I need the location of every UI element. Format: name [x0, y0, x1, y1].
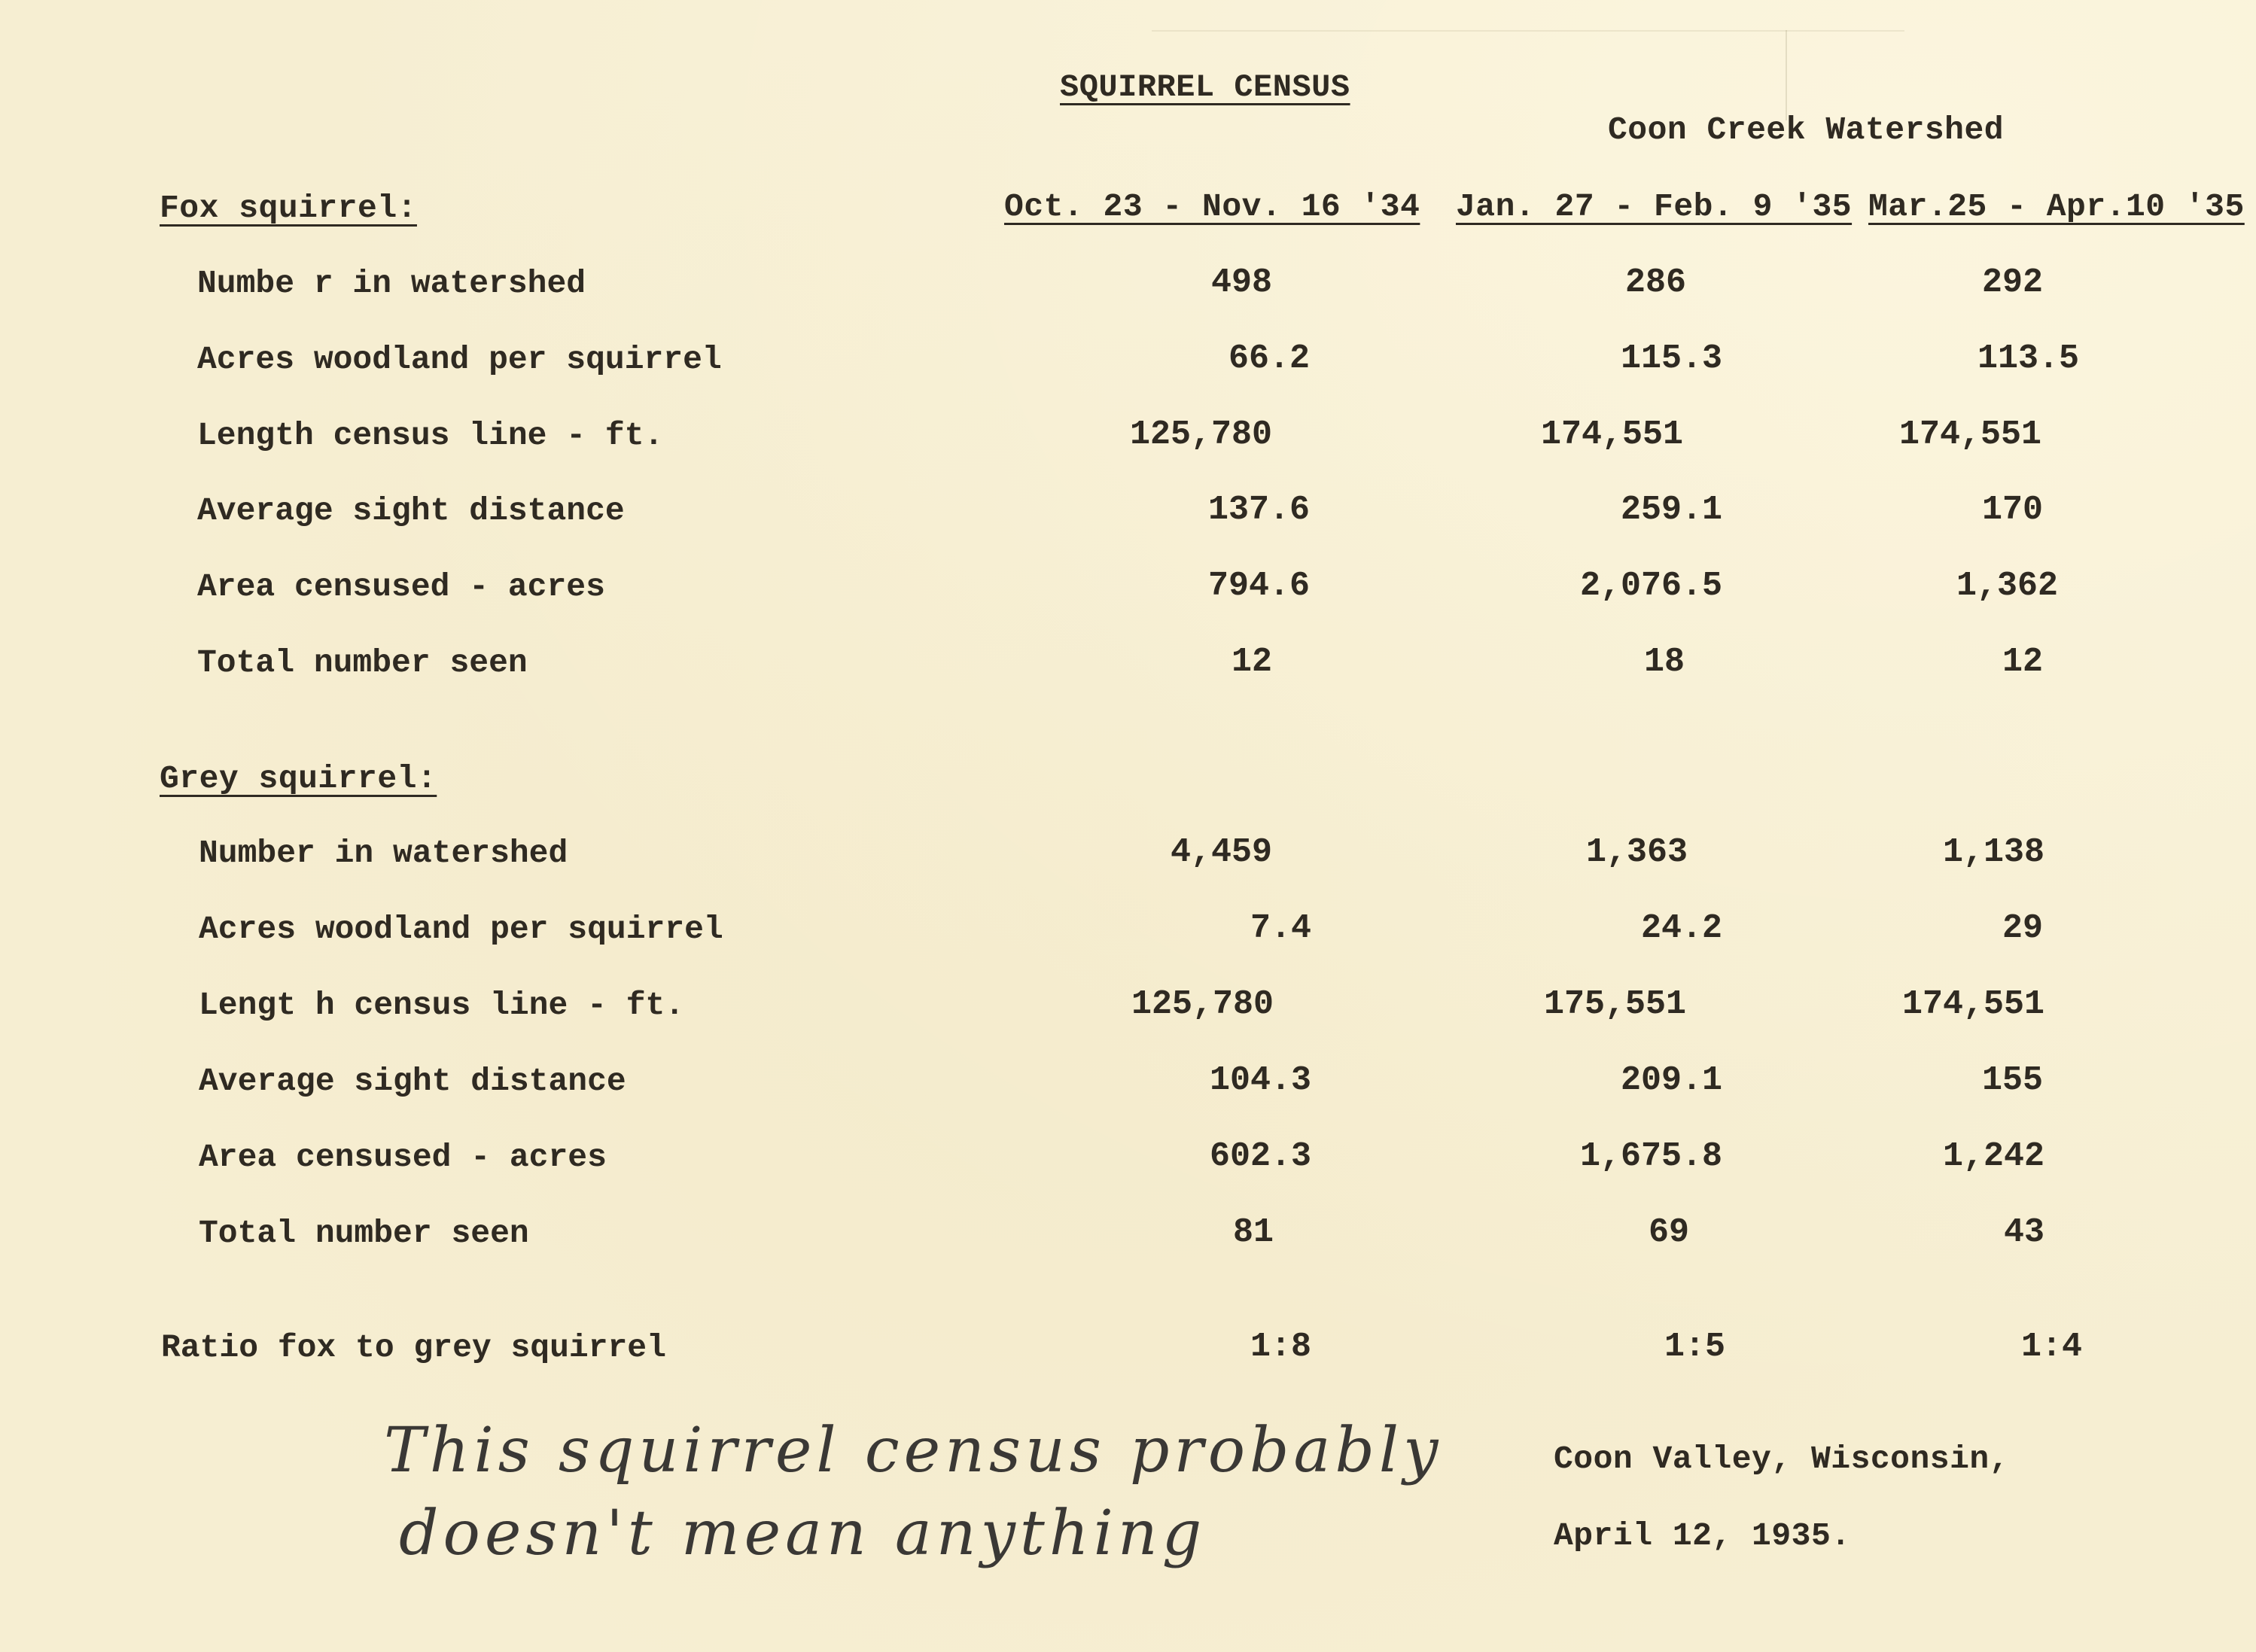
row-label: Average sight distance [199, 1063, 626, 1100]
row-label: Area censused - acres [199, 1139, 607, 1176]
cell-value: 155 [1981, 1061, 2043, 1100]
cell-value: 170 [1981, 491, 2043, 529]
cell-value: 137.6 [1207, 491, 1310, 529]
paper-crease [1152, 30, 1904, 32]
cell-value: 259.1 [1620, 491, 1722, 529]
cell-value: 104.3 [1209, 1061, 1311, 1100]
cell-value: 43 [2003, 1213, 2044, 1252]
column-header-period-2: Jan. 27 - Feb. 9 '35 [1456, 188, 1853, 225]
row-label: Acres woodland per squirrel [197, 341, 722, 378]
cell-value: 113.5 [1977, 339, 2079, 378]
handwritten-note-line-2: doesn't mean anything [399, 1498, 1207, 1569]
cell-value: 1,362 [1956, 567, 2058, 605]
cell-value: 498 [1210, 263, 1272, 302]
cell-value: 12 [1231, 643, 1272, 681]
cell-value: 1:8 [1250, 1328, 1311, 1366]
cell-value: 12 [2002, 643, 2043, 681]
cell-value: 1:4 [2020, 1328, 2082, 1366]
cell-value: 69 [1648, 1213, 1689, 1252]
cell-value: 7.4 [1250, 909, 1311, 948]
cell-value: 81 [1232, 1213, 1274, 1252]
cell-value: 794.6 [1207, 567, 1310, 605]
cell-value: 1,242 [1942, 1137, 2044, 1176]
cell-value: 286 [1624, 263, 1686, 302]
row-label: Numbe r in watershed [197, 265, 586, 302]
cell-value: 174,551 [1540, 415, 1683, 454]
date-line: April 12, 1935. [1554, 1517, 1851, 1554]
cell-value: 24.2 [1640, 909, 1722, 948]
row-label: Ratio fox to grey squirrel [161, 1329, 666, 1366]
cell-value: 174,551 [1901, 985, 2044, 1024]
cell-value: 29 [2002, 909, 2043, 948]
cell-value: 4,459 [1170, 833, 1272, 872]
cell-value: 1,363 [1585, 833, 1688, 872]
cell-value: 125,780 [1129, 415, 1272, 454]
document-subtitle: Coon Creek Watershed [1608, 111, 2005, 148]
column-header-period-3: Mar.25 - Apr.10 '35 [1868, 188, 2245, 225]
cell-value: 175,551 [1543, 985, 1686, 1024]
cell-value: 209.1 [1620, 1061, 1722, 1100]
section-heading-grey: Grey squirrel: [160, 760, 437, 797]
cell-value: 1,138 [1942, 833, 2044, 872]
cell-value: 602.3 [1209, 1137, 1311, 1176]
row-label: Acres woodland per squirrel [199, 911, 723, 948]
row-label: Total number seen [197, 644, 528, 681]
cell-value: 1:5 [1664, 1328, 1725, 1366]
cell-value: 115.3 [1620, 339, 1722, 378]
cell-value: 66.2 [1228, 339, 1310, 378]
row-label: Total number seen [199, 1215, 529, 1252]
cell-value: 174,551 [1898, 415, 2041, 454]
cell-value: 1,675.8 [1579, 1137, 1722, 1176]
cell-value: 2,076.5 [1579, 567, 1722, 605]
row-label: Number in watershed [199, 835, 568, 872]
row-label: Length census line - ft. [197, 417, 664, 454]
place-line: Coon Valley, Wisconsin, [1554, 1441, 2009, 1477]
row-label: Average sight distance [197, 492, 625, 529]
column-header-period-1: Oct. 23 - Nov. 16 '34 [1004, 188, 1420, 225]
row-label: Lengt h census line - ft. [199, 987, 685, 1024]
row-label: Area censused - acres [197, 568, 605, 605]
document-title: SQUIRREL CENSUS [1060, 69, 1350, 105]
cell-value: 292 [1981, 263, 2043, 302]
paper-crease [1786, 30, 1787, 120]
cell-value: 125,780 [1131, 985, 1274, 1024]
handwritten-note-line-1: This squirrel census probably [384, 1415, 1443, 1486]
section-heading-fox: Fox squirrel: [160, 190, 417, 227]
cell-value: 18 [1643, 643, 1685, 681]
